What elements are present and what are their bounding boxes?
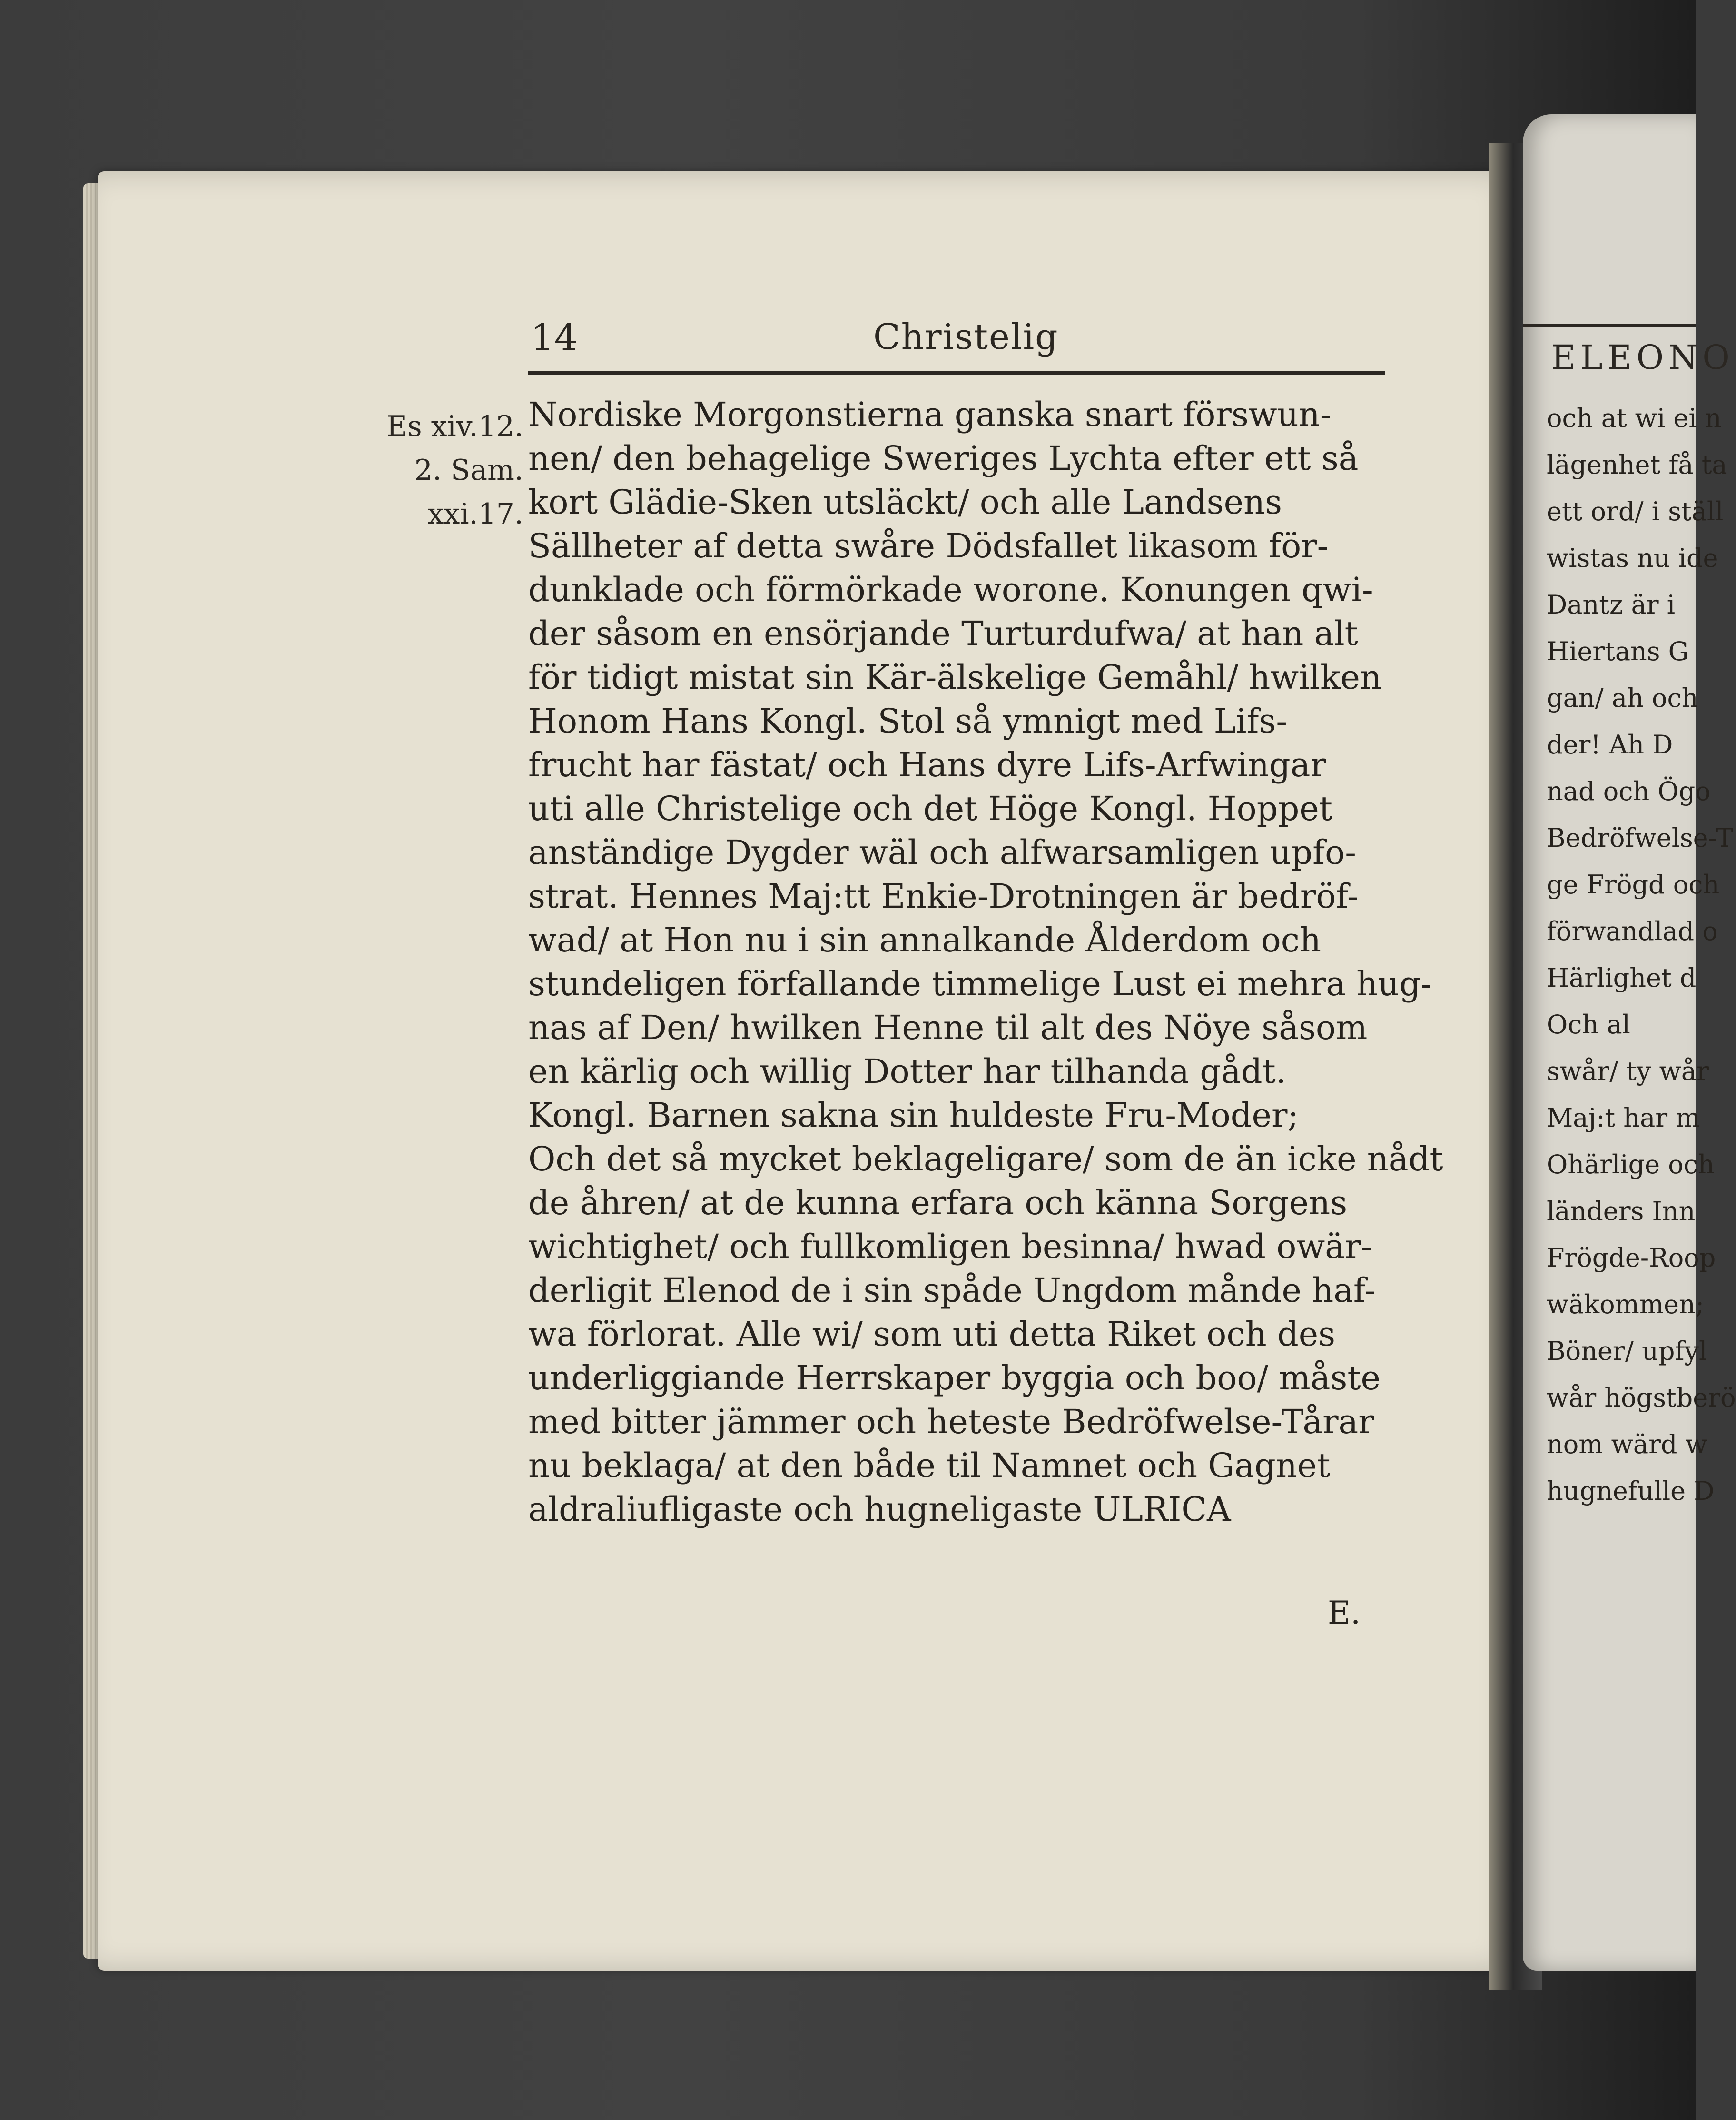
text-line: frucht har fästat/ och Hans dyre Lifs-Arfwingar [528,745,1326,784]
running-head: Christelig [873,317,1059,357]
text-line: nas af Den/ hwilken Henne til alt des Nöye såsom [528,1008,1368,1047]
text-line: underliggiande Herrskaper byggia och boo/ måste [528,1358,1381,1397]
text-line: der såsom en ensörjande Turturdufwa/ at han alt [528,614,1358,653]
text-line: hugnefulle D [1547,1476,1715,1506]
text-line: Maj:t har m [1547,1103,1700,1133]
text-line: Frögde-Roop [1547,1243,1716,1273]
text-line: Bedröfwelse-T [1547,823,1733,853]
text-line: och at wi ei n [1547,403,1722,433]
margin-note: Es xiv.12. [386,410,523,443]
text-line: ett ord/ i ställ [1547,496,1724,526]
text-line: wistas nu ide [1547,543,1718,573]
text-line: för tidigt mistat sin Kär-älskelige Gemåhl/ hwilken [528,658,1381,697]
text-line: nad och Ögo [1547,776,1711,806]
text-line: aldraliufligaste och hugneligaste ULRICA [528,1490,1231,1529]
text-line: Och al [1547,1010,1630,1040]
text-line: nom wärd w [1547,1429,1707,1459]
header-rule [528,371,1385,375]
right-header-rule [1523,324,1696,327]
text-line: swår/ ty wår [1547,1056,1709,1086]
margin-note: 2. Sam. [414,454,523,487]
text-line: Kongl. Barnen sakna sin huldeste Fru-Moder; [528,1096,1299,1135]
text-line: gan/ ah och [1547,683,1698,713]
margin-notes [343,405,523,536]
text-line: Dantz är i [1547,590,1676,620]
text-line: Sällheter af detta swåre Dödsfallet likasom för- [528,526,1329,565]
text-line: ge Frögd och [1547,870,1720,900]
text-line: de åhren/ at de kunna erfara och känna Sorgens [528,1183,1348,1222]
page-number: 14 [531,317,578,359]
body-text [528,393,1443,1531]
text-line: derligit Elenod de i sin spåde Ungdom månde haf- [528,1271,1376,1310]
page-header [531,317,1385,369]
text-line: en kärlig och willig Dotter har tilhanda gådt. [528,1052,1286,1091]
text-line: Och det så mycket beklageligare/ som de än icke nådt [528,1139,1443,1179]
text-line: strat. Hennes Maj:tt Enkie-Drotningen är bedröf- [528,877,1359,916]
right-running-head: ELEONO [1551,338,1735,377]
text-line: nen/ den behagelige Sweriges Lychta efter ett så [528,439,1359,478]
text-line: Honom Hans Kongl. Stol så ymnigt med Lifs- [528,702,1287,741]
text-line: kort Glädie-Sken utsläckt/ och alle Landsens [528,483,1282,522]
text-line: wichtighet/ och fullkomligen besinna/ hwad owär- [528,1227,1372,1266]
text-line: länders Inn [1547,1196,1696,1226]
text-line: wår högstberö [1547,1383,1736,1413]
text-line: Härlighet d [1547,963,1697,993]
text-line: Böner/ upfyl [1547,1336,1707,1366]
margin-note: xxi.17. [427,497,523,531]
text-line: dunklade och förmörkade worone. Konungen qwi- [528,570,1373,609]
text-line: uti alle Christelige och det Höge Kongl. Hoppet [528,789,1332,828]
catchword: E. [1328,1595,1361,1631]
text-line: med bitter jämmer och heteste Bedröfwelse-Tårar [528,1402,1374,1441]
text-line: anständige Dygder wäl och alfwarsamligen upfo- [528,833,1356,872]
text-line: förwandlad o [1547,916,1718,946]
text-line: lägenhet få ta [1547,450,1727,480]
right-page [1523,114,1736,1971]
text-line: wa förlorat. Alle wi/ som uti detta Riket och des [528,1315,1336,1354]
text-line: Nordiske Morgonstierna ganska snart förswun- [528,395,1332,434]
text-line: wäkommen; [1547,1289,1704,1319]
text-line: Ohärlige och [1547,1149,1715,1179]
right-body-text [1547,395,1736,1515]
text-line: Hiertans G [1547,636,1689,666]
text-line: nu beklaga/ at den både til Namnet och Gagnet [528,1446,1331,1485]
text-line: stundeligen förfallande timmelige Lust ei mehra hug- [528,964,1432,1003]
text-line: wad/ at Hon nu i sin annalkande Ålderdom och [528,921,1322,960]
text-line: der! Ah D [1547,730,1673,760]
